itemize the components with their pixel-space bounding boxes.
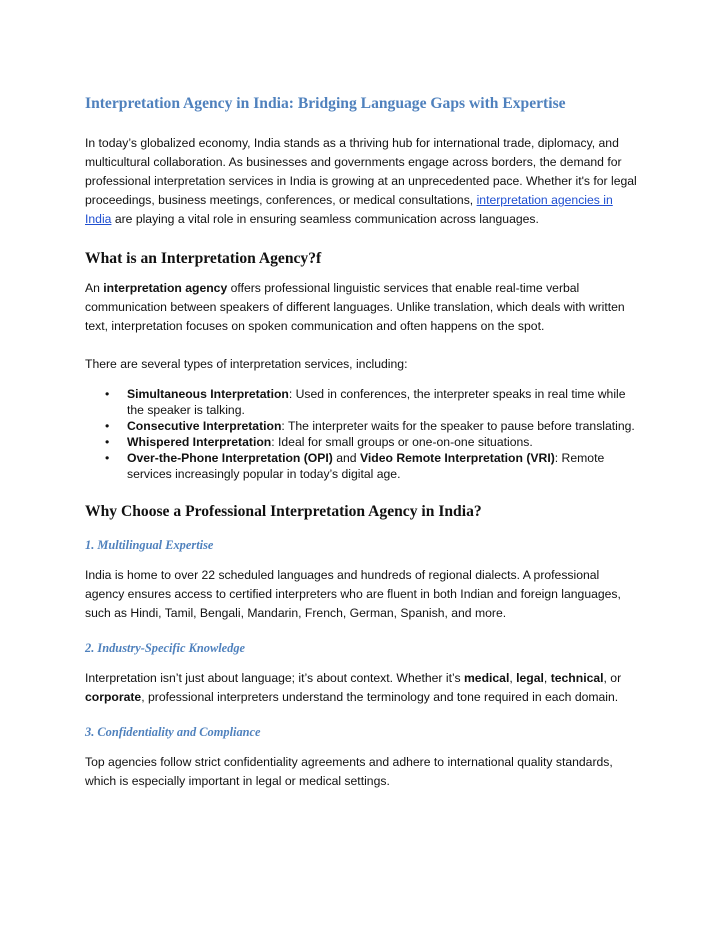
intro-text-before-link: In today’s globalized economy, India stands as a thriving hub for international trade, diplomacy, and multicultural collaboration. As businesses and governments engage across borders, the demand for professional interpretation services in India is growing at an unprecedented pace. Whether it's for legal proceedings, business meetings, conferences, or medical consultations, bbox=[85, 136, 637, 207]
what-is-rest: offers professional linguistic services that enable real-time verbal communication between speakers of different languages. Unlike translation, which deals with written text, interpretation focuses on spoken communication and often happens on the spot. bbox=[85, 281, 625, 333]
section-industry bbox=[85, 639, 640, 707]
services-list bbox=[85, 386, 640, 482]
multilingual-paragraph: India is home to over 22 scheduled languages and hundreds of regional dialects. A professional agency ensures access to certified interpreters who are fluent in both Indian and foreign languages, such as Hindi, Tamil, Bengali, Mandarin, French, German, Spanish, and more. bbox=[85, 568, 621, 620]
sep-2: , bbox=[543, 671, 551, 685]
what-is-prefix: An bbox=[85, 281, 104, 295]
bullet-icon: • bbox=[105, 387, 110, 401]
heading-what-is: What is an Interpretation Agency?f bbox=[85, 250, 322, 267]
subheading-multilingual: 1. Multilingual Expertise bbox=[85, 538, 214, 552]
page-title: Interpretation Agency in India: Bridging Language Gaps with Expertise bbox=[85, 95, 566, 112]
heading-why-choose: Why Choose a Professional Interpretation Agency in India? bbox=[85, 503, 482, 520]
bullet-icon: • bbox=[105, 435, 110, 449]
interpretation-agencies-link[interactable]: interpretation agencies in India bbox=[85, 193, 613, 226]
subheading-industry: 2. Industry-Specific Knowledge bbox=[85, 641, 246, 655]
sep-3: , or bbox=[603, 671, 622, 685]
bold-technical: technical bbox=[550, 671, 604, 685]
list-item-bold-2: Video Remote Interpretation (VRI) bbox=[359, 451, 555, 465]
list-item-bold: Consecutive Interpretation bbox=[127, 419, 282, 433]
industry-text-b: , professional interpreters understand the terminology and tone required in each domain. bbox=[141, 690, 619, 704]
sep-1: , bbox=[509, 671, 517, 685]
intro-paragraph bbox=[85, 134, 640, 229]
bold-medical: medical bbox=[463, 671, 510, 685]
list-item-text: : Used in conferences, the interpreter speaks in real time while the speaker is talking. bbox=[127, 387, 626, 417]
section-multilingual bbox=[85, 536, 640, 623]
list-item-text: : Remote services increasingly popular in today’s digital age. bbox=[127, 451, 605, 481]
list-item bbox=[105, 450, 640, 482]
list-item-bold: Whispered Interpretation bbox=[127, 435, 272, 449]
list-item-text: : Ideal for small groups or one-on-one situations. bbox=[271, 435, 533, 449]
types-intro-paragraph: There are several types of interpretation services, including: bbox=[85, 357, 408, 371]
subheading-confidentiality: 3. Confidentiality and Compliance bbox=[85, 725, 261, 739]
bullet-icon: • bbox=[105, 419, 110, 433]
intro-text-after-link: are playing a vital role in ensuring seamless communication across languages. bbox=[111, 212, 539, 226]
list-item-text: : The interpreter waits for the speaker to pause before translating. bbox=[281, 419, 635, 433]
what-is-paragraph bbox=[85, 279, 640, 336]
section-confidentiality bbox=[85, 723, 640, 791]
list-item-bold: Simultaneous Interpretation bbox=[127, 387, 289, 401]
bold-corporate: corporate bbox=[85, 690, 142, 704]
list-item bbox=[105, 434, 640, 450]
list-item bbox=[105, 386, 640, 418]
confidentiality-paragraph: Top agencies follow strict confidentiality agreements and adhere to international quality standards, which is especially important in legal or medical settings. bbox=[85, 755, 613, 788]
list-item bbox=[105, 418, 640, 434]
what-is-bold-term: interpretation agency bbox=[103, 281, 228, 295]
industry-paragraph bbox=[85, 669, 640, 707]
list-item-bold: Over-the-Phone Interpretation (OPI) bbox=[127, 451, 333, 465]
list-item-mid: and bbox=[332, 451, 360, 465]
industry-text-a: Interpretation isn’t just about language; it’s about context. Whether it’s bbox=[85, 671, 464, 685]
bullet-icon: • bbox=[105, 451, 110, 465]
bold-legal: legal bbox=[516, 671, 544, 685]
